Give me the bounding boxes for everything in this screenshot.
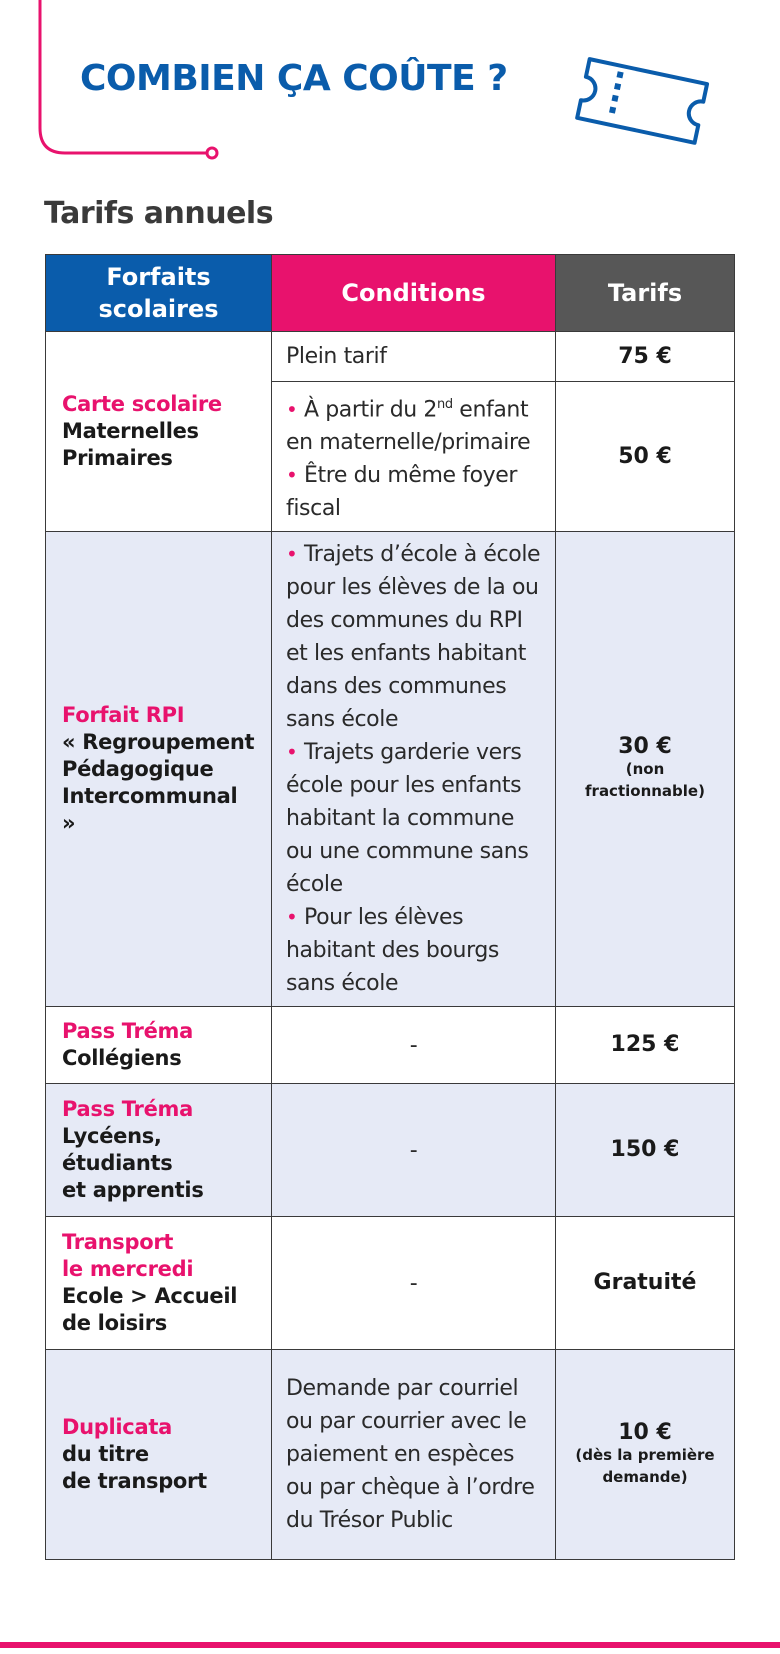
header-tarifs: Tarifs (556, 255, 735, 332)
tarif-cell: Gratuité (556, 1217, 735, 1350)
condition-cell: Demande par courriel ou par courrier avec le paiement en espèces ou par chèque à l’ordre du Trésor Public (272, 1350, 556, 1560)
forfait-cell: Transport le mercredi Ecole > Accueil de loisirs (46, 1217, 272, 1350)
forfait-cell: Pass Tréma Lycéens, étudiants et apprentis (46, 1084, 272, 1217)
forfait-cell: Duplicata du titre de transport (46, 1350, 272, 1560)
tarif-cell: 75 € (556, 332, 735, 382)
ticket-icon (572, 52, 722, 152)
table-row (46, 1217, 735, 1350)
tarif-cell: 10 € (dès la première demande) (556, 1350, 735, 1560)
table-row (46, 1007, 735, 1084)
tariff-table (45, 254, 735, 1560)
tarif-cell: 50 € (556, 382, 735, 532)
tarif-cell: 125 € (556, 1007, 735, 1084)
condition-cell: • Trajets d’école à école pour les élèves de la ou des communes du RPI et les enfants habitant dans des communes sans école • Trajets garderie vers école pour les enfants habitant la commune ou une commune sans école • Pour les élèves habitant des bourgs sans école (272, 532, 556, 1007)
bottom-bar (0, 1642, 780, 1648)
section-title: Tarifs annuels (44, 196, 274, 231)
page-title: COMBIEN ÇA COÛTE ? (80, 58, 508, 99)
header-forfaits: Forfaits scolaires (46, 255, 272, 332)
condition-cell: • À partir du 2nd enfant en maternelle/primaire • Être du même foyer fiscal (272, 382, 556, 532)
condition-cell: - (272, 1007, 556, 1084)
tarif-cell: 30 € (non fractionnable) (556, 532, 735, 1007)
tarif-cell: 150 € (556, 1084, 735, 1217)
forfait-cell: Pass Tréma Collégiens (46, 1007, 272, 1084)
header-conditions: Conditions (272, 255, 556, 332)
condition-cell: - (272, 1084, 556, 1217)
table-row (46, 1084, 735, 1217)
table-row (46, 332, 735, 382)
table-row (46, 532, 735, 1007)
condition-cell: Plein tarif (272, 332, 556, 382)
table-row (46, 1350, 735, 1560)
forfait-cell: Forfait RPI « Regroupement Pédagogique Intercommunal » (46, 532, 272, 1007)
condition-cell: - (272, 1217, 556, 1350)
forfait-cell: Carte scolaire Maternelles Primaires (46, 332, 272, 532)
